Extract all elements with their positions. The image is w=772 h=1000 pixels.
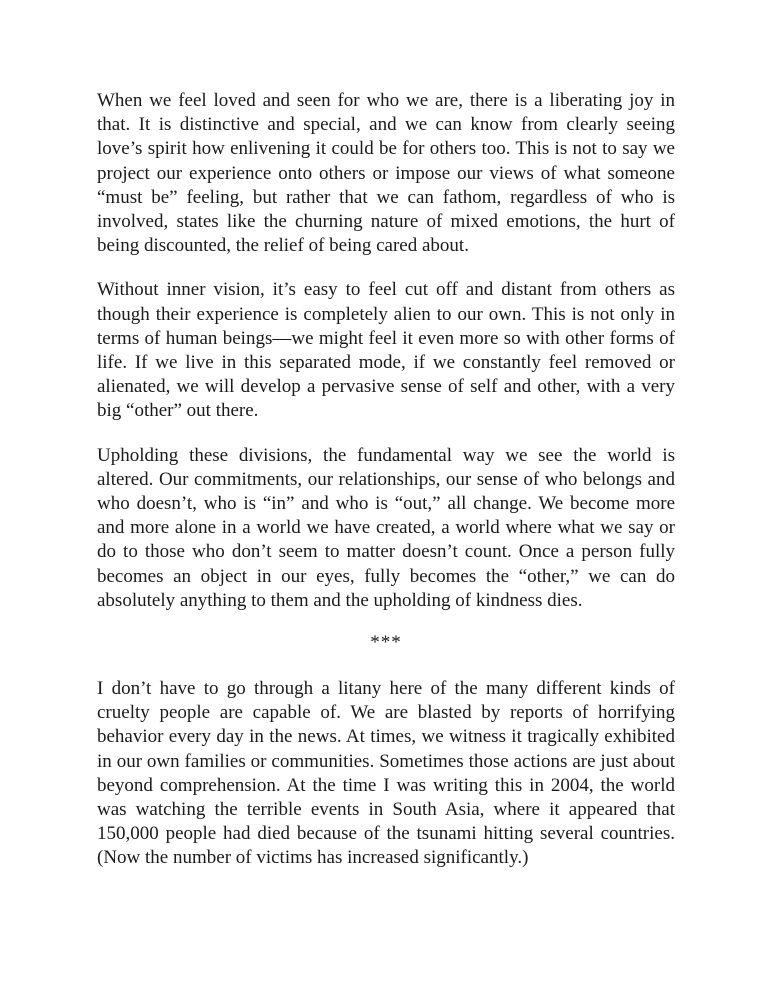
paragraph-3: Upholding these divisions, the fundamental way we see the world is altered. Our commitments, our relationships, our sense of who belongs and who doesn’t, who is “in” and who is “out,” all change. We become more and more alone in a world we have created, a world where what we say or do to those who don’t seem to matter doesn’t count. Once a person fully becomes an object in our eyes, fully becomes the “other,” we can do absolutely anything to them and the upholding of kindness dies. — [97, 444, 675, 611]
body-text — [97, 89, 675, 891]
paragraph-4: I don’t have to go through a litany here of the many different kinds of cruelty people are capable of. We are blasted by reports of horrifying behavior every day in the news. At times, we witness it tragically exhibited in our own families or communities. Sometimes those actions are just about beyond comprehension. At the time I was writing this in 2004, the world was watching the terrible events in South Asia, where it appeared that 150,000 people had died because of the tsunami hitting several countries. (Now the number of victims has increased significantly.) — [97, 678, 675, 869]
section-separator: *** — [370, 632, 402, 654]
paragraph-2: Without inner vision, it’s easy to feel cut off and distant from others as though their experience is completely alien to our own. This is not only in terms of human beings—we might feel it even more so with other forms of life. If we live in this separated mode, if we constantly feel removed or alienated, we will develop a pervasive sense of self and other, with a very big “other” out there. — [97, 279, 675, 422]
paragraph-1: When we feel loved and seen for who we are, there is a liberating joy in that. It is distinctive and special, and we can know from clearly seeing love’s spirit how enlivening it could be for others too. This is not to say we project our experience onto others or impose our views of what someone “must be” feeling, but rather that we can fathom, regardless of who is involved, states like the churning nature of mixed emotions, the hurt of being discounted, the relief of being cared about. — [97, 90, 675, 257]
